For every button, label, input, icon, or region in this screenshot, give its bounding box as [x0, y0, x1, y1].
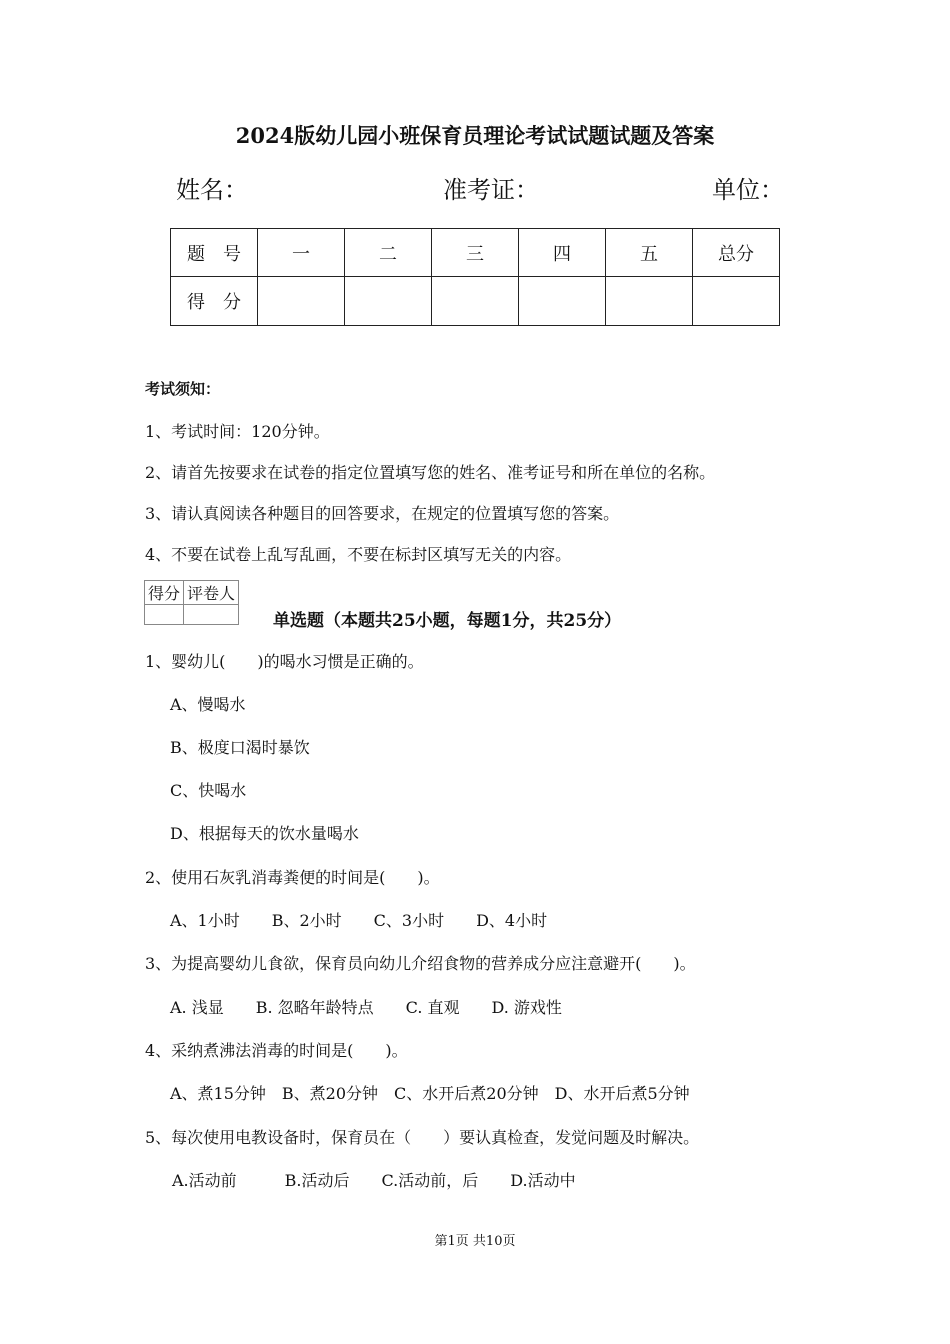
- question-stem: 4、采纳煮沸法消毒的时间是( )。: [145, 1041, 408, 1060]
- page-footer: 第1页 共10页: [434, 1234, 516, 1249]
- score-table-cell: 总分: [693, 229, 780, 277]
- score-table-cell: 五: [606, 229, 693, 277]
- unit-field-label: 单位：: [712, 176, 784, 204]
- score-entry-cell[interactable]: [693, 277, 780, 326]
- page-title: 2024版幼儿园小班保育员理论考试试题试题及答案: [235, 123, 715, 148]
- score-table-cell: 一: [258, 229, 345, 277]
- grader-score-cell[interactable]: [145, 605, 184, 625]
- question-stem: 3、为提高婴幼儿食欲，保育员向幼儿介绍食物的营养成分应注意避开( )。: [145, 954, 696, 973]
- question-stem: 2、使用石灰乳消毒粪便的时间是( )。: [145, 868, 440, 887]
- section-title: 单选题（本题共25小题，每题1分，共25分）: [273, 611, 622, 631]
- grader-name-cell[interactable]: [184, 605, 239, 625]
- notice-item: 4、不要在试卷上乱写乱画，不要在标封区填写无关的内容。: [145, 545, 572, 564]
- score-entry-cell[interactable]: [258, 277, 345, 326]
- score-table-cell: 四: [519, 229, 606, 277]
- ticket-field-label: 准考证：: [443, 176, 539, 204]
- notice-item: 1、考试时间：120分钟。: [145, 422, 330, 441]
- question-options-line: A. 浅显 B. 忽略年龄特点 C. 直观 D. 游戏性: [170, 998, 562, 1017]
- question-stem: 5、每次使用电教设备时，保育员在（ ）要认真检查，发觉问题及时解决。: [145, 1128, 700, 1147]
- score-entry-cell[interactable]: [345, 277, 432, 326]
- score-entry-cell[interactable]: [606, 277, 693, 326]
- grader-name-label: 评卷人: [184, 581, 239, 605]
- grader-box: [144, 580, 239, 625]
- score-table-cell: 二: [345, 229, 432, 277]
- notice-title: 考试须知：: [145, 380, 221, 398]
- question-option: A、慢喝水: [170, 695, 246, 714]
- score-table-cell: 三: [432, 229, 519, 277]
- score-table-cell: 题 号: [171, 229, 258, 277]
- name-field-label: 姓名：: [176, 176, 248, 204]
- question-options-line: A、1小时 B、2小时 C、3小时 D、4小时: [170, 911, 548, 930]
- score-table: [170, 228, 780, 326]
- score-table-cell: 得 分: [171, 277, 258, 326]
- notice-item: 3、请认真阅读各种题目的回答要求，在规定的位置填写您的答案。: [145, 504, 620, 523]
- question-options-line: A.活动前 B.活动后 C.活动前，后 D.活动中: [172, 1171, 576, 1190]
- score-entry-cell[interactable]: [519, 277, 606, 326]
- question-options-line: A、煮15分钟 B、煮20分钟 C、水开后煮20分钟 D、水开后煮5分钟: [170, 1084, 690, 1103]
- notice-item: 2、请首先按要求在试卷的指定位置填写您的姓名、准考证号和所在单位的名称。: [145, 463, 716, 482]
- question-stem: 1、婴幼儿( )的喝水习惯是正确的。: [145, 652, 424, 671]
- question-option: D、根据每天的饮水量喝水: [170, 824, 359, 843]
- question-option: C、快喝水: [170, 781, 247, 800]
- question-option: B、极度口渴时暴饮: [170, 738, 310, 757]
- score-entry-cell[interactable]: [432, 277, 519, 326]
- score-table-header-row: [171, 229, 780, 277]
- grader-score-label: 得分: [145, 581, 184, 605]
- score-table-score-row: [171, 277, 780, 326]
